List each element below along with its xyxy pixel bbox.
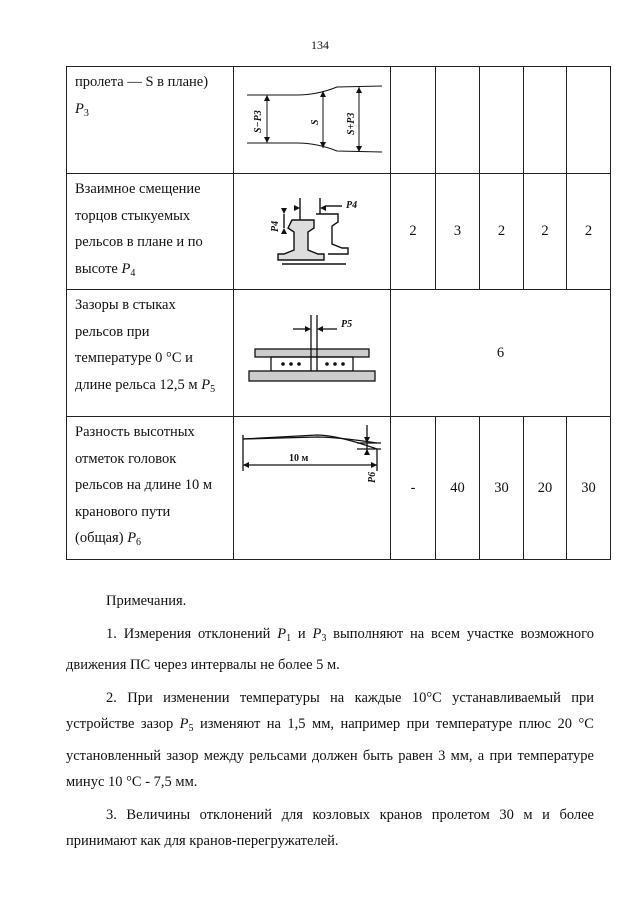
value-cell: 3 — [436, 174, 480, 290]
note-1: 1. Измерения отклонений $P_1$ и $P_3$ выполняют на всем участке возможного движения ПС через интервалы не более 5 м. — [66, 625, 594, 673]
value-cell: 2 — [567, 174, 611, 290]
desc-line: Зазоры в стыках — [75, 297, 176, 313]
figure-rail-offset — [234, 174, 391, 290]
value-cell — [436, 67, 480, 174]
symbol-sub: 4 — [130, 267, 136, 279]
joint-gap-diagram — [247, 313, 377, 393]
desc-line: Взаимное смещение — [75, 181, 201, 197]
notes-section — [66, 588, 594, 855]
value-cell: - — [391, 417, 436, 560]
table-row — [67, 417, 611, 560]
desc-line: торцов стыкуемых — [75, 207, 191, 224]
symbol: P — [75, 100, 84, 117]
page-number: 134 — [311, 38, 329, 52]
tolerance-table — [66, 66, 611, 560]
symbol: P — [201, 376, 211, 393]
value-cell: 30 — [480, 417, 524, 560]
value-cell — [480, 67, 524, 174]
table-row — [67, 174, 611, 290]
value-cell: 30 — [567, 417, 611, 560]
desc-line — [75, 96, 229, 128]
symbol-sub: 5 — [210, 383, 216, 395]
value-cell: 20 — [524, 417, 567, 560]
desc-line: длине рельса 12,5 м $P_5$ — [75, 376, 216, 395]
desc-line: высоте $P_4$ — [75, 260, 136, 279]
figure-height-difference — [234, 417, 391, 560]
svg-text:P4: P4 — [270, 220, 281, 232]
value-cell: 40 — [436, 417, 480, 560]
value-cell: 2 — [524, 174, 567, 290]
desc-line: отметок головок — [75, 450, 177, 467]
table-row — [67, 290, 611, 417]
height-difference-diagram — [237, 423, 387, 493]
symbol: P — [121, 260, 131, 277]
notes-heading: Примечания. — [106, 593, 187, 609]
table-row — [67, 67, 611, 174]
svg-text:P4: P4 — [346, 199, 358, 211]
figure-joint-gap — [234, 290, 391, 417]
symbol-sub: 3 — [83, 107, 89, 119]
svg-text:10 м: 10 м — [289, 453, 309, 464]
symbol-sub: 6 — [136, 537, 142, 548]
row-description — [67, 174, 234, 290]
desc-line: кранового пути — [75, 503, 171, 520]
desc-line: температуре 0 °С и — [75, 350, 193, 366]
value-cell — [567, 67, 611, 174]
value-cell — [391, 67, 436, 174]
note-2: 2. При изменении температуры на каждые 10°С устанавливаемый при устройстве зазор $P_5$ изменяют на 1,5 мм, например при температуре плюс 20 °С установленный зазор между рельсами должен быть равен 3 мм, а при температуре минус 10 °С - 7,5 мм. — [66, 689, 594, 790]
svg-text:P5: P5 — [341, 319, 353, 330]
desc-line: пролета — S в плане) — [75, 74, 209, 90]
desc-line: рельсов в плане и по — [75, 234, 203, 250]
svg-text:P6: P6 — [367, 471, 378, 483]
desc-line: (общая) $P_6$ — [75, 530, 142, 548]
value-cell-merged: 6 — [391, 290, 611, 417]
desc-line: Разность высотных — [75, 424, 195, 440]
desc-line: рельсов на длине 10 м — [75, 477, 213, 493]
svg-text:S−P3: S−P3 — [253, 109, 264, 133]
span-width-diagram — [237, 83, 387, 158]
symbol: P — [127, 530, 137, 546]
desc-line: рельсов при — [75, 323, 150, 340]
figure-span-width — [234, 67, 391, 174]
note-3: 3. Величины отклонений для козловых кранов пролетом 30 м и более принимают как для кранов-перегружателей. — [66, 806, 594, 849]
value-cell: 2 — [480, 174, 524, 290]
row-description — [67, 67, 234, 174]
value-cell — [524, 67, 567, 174]
svg-text:S+P3: S+P3 — [346, 112, 357, 135]
value-cell: 2 — [391, 174, 436, 290]
rail-joint-offset-diagram — [262, 192, 362, 272]
row-description — [67, 290, 234, 417]
row-description — [67, 417, 234, 560]
svg-text:S: S — [310, 118, 321, 125]
